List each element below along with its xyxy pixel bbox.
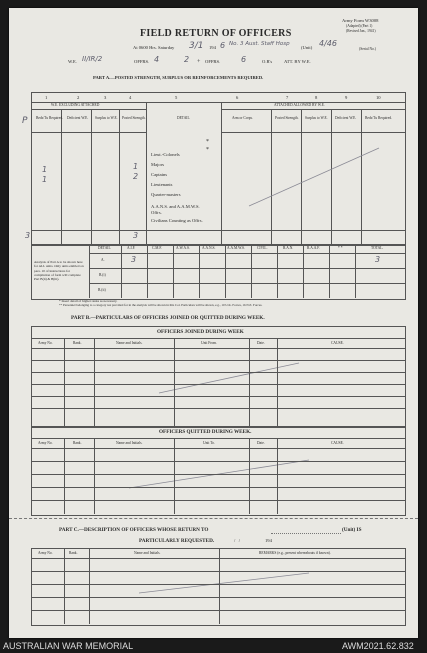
analysis-col-awas: A.W.A.S.	[176, 246, 190, 250]
analysis-col-ran: R.A.N.	[283, 246, 294, 250]
part-c-col-remarks: REMARKS (e.g., present whereabouts if known).	[259, 551, 331, 555]
analysis-col-other: * *	[338, 246, 343, 250]
at-date-hw: 3/1	[189, 41, 204, 51]
col-num-9: 9	[345, 95, 348, 100]
left-col-4: Posted Strength.	[122, 116, 146, 120]
part-c-title-a: PART C.—DESCRIPTION OF OFFICERS WHOSE RETURN TO	[59, 527, 209, 533]
analysis-row-bii: B.(ii)	[98, 288, 106, 292]
analysis-footnote-1: * Insert detail of higher ranks as necessary.	[59, 299, 118, 303]
ors-hw: 6	[241, 55, 247, 64]
quitted-col-date: Date.	[257, 441, 265, 445]
part-c-col-name: Name and Initials.	[134, 551, 161, 555]
footer-right: AWM2021.62.832	[342, 641, 414, 651]
joined-col-rank: Rank.	[73, 341, 82, 345]
offrs1-label: OFFRS.	[134, 59, 150, 64]
right-col-4: Deficient W.E.	[335, 116, 357, 120]
tear-line	[9, 518, 418, 519]
joined-col-unit: Unit From.	[201, 341, 217, 345]
rank-lieutenant: Lieutenants	[151, 182, 173, 187]
analysis-col-civil: CIVIL.	[257, 246, 268, 250]
form-revised: (Revised Jan., 1941)	[346, 29, 376, 33]
joined-col-army: Army No.	[38, 341, 53, 345]
joined-table	[31, 326, 406, 428]
part-c-col-army: Army No.	[38, 551, 53, 555]
analysis-col-total: TOTAL.	[371, 246, 384, 250]
hw-row1-col1: 1	[42, 165, 48, 174]
analysis-col-cmf: C.M.F.	[152, 246, 162, 250]
unit-hw: No. 3 Aust. Staff Hosp	[229, 41, 290, 47]
col-num-1: 1	[45, 95, 48, 100]
page-title: FIELD RETURN OF OFFICERS	[140, 28, 292, 39]
left-col-2: Deficient W.E.	[67, 116, 89, 120]
col-num-6: 6	[236, 95, 239, 100]
analysis-col-raaf: R.A.A.F.	[307, 246, 320, 250]
star-mark: *	[206, 147, 209, 153]
attached-header: ATTACHED ALLOWED BY W.E.	[274, 103, 325, 107]
part-c-col-rank: Rank.	[69, 551, 78, 555]
left-col-1: Beds/Tu Required.	[36, 116, 64, 120]
col-num-5: 5	[175, 95, 178, 100]
quitted-col-army: Army No.	[38, 441, 53, 445]
col-num-3: 3	[104, 95, 107, 100]
at-line: At 0600 Hrs. Saturday	[133, 45, 175, 50]
hw-total-col4: 3	[133, 231, 139, 240]
plus-sign: +	[197, 59, 201, 65]
analysis-intro: Analysis of Part A to be shown here for ALL units. Only units entitled on para. 10 of instructions for compilation of form will complete Part B(ii) & B(iii).	[34, 260, 84, 281]
analysis-col-aamws: A.A.M.W.S.	[227, 246, 245, 250]
quitted-col-name: Name and Initials.	[116, 441, 143, 445]
unit-label: (Unit)	[301, 45, 313, 50]
analysis-col-aif: A.I.F.	[127, 246, 136, 250]
hw-row2-col4: 1	[133, 162, 139, 171]
rank-major: Majors	[151, 162, 165, 167]
part-c-title-b: (Unit) IS	[342, 527, 362, 533]
right-col-3: Surplus to W.E.	[305, 116, 328, 120]
hw-analysis-total: 3	[375, 255, 381, 264]
at-year-hw: 6	[220, 41, 226, 50]
analysis-row-bi: B.(i)	[99, 273, 106, 277]
joined-col-cause: CAUSE.	[331, 341, 344, 345]
at-year: 194	[209, 45, 216, 50]
quitted-col-unit: Unit To.	[203, 441, 215, 445]
joined-col-date: Date.	[257, 341, 265, 345]
analysis-detail: DETAIL	[98, 246, 111, 250]
quitted-title: OFFICERS QUITTED DURING WEEK.	[159, 429, 252, 435]
hw-posted-mark: P	[22, 116, 28, 126]
rank-aans: A.A.N.S. and A.A.M.W.S. Offrs.	[151, 204, 200, 215]
part-a-title: PART A.—POSTED STRENGTH, SURPLUS OR REINFORCEMENTS REQUIRED.	[93, 75, 264, 80]
quitted-col-cause: CAUSE.	[331, 441, 344, 445]
hw-row3-col1: 1	[42, 175, 48, 184]
rank-lt-col: Lieut.-Colonels	[151, 152, 180, 157]
form-number: Army Form W3008	[342, 18, 379, 23]
ors-label: O.R's	[262, 59, 273, 64]
serial-label: (Serial No.)	[359, 47, 376, 51]
joined-col-name: Name and Initials.	[116, 341, 143, 345]
offrs1-hw: 4	[154, 55, 160, 64]
form-adapted: (Adapted) (Part 1)	[346, 24, 373, 28]
detail-label: DETAIL	[177, 116, 190, 120]
col-num-10: 10	[376, 95, 381, 100]
analysis-col-aans: A.A.N.S.	[202, 246, 216, 250]
att-label: ATT. BY W.E.	[284, 59, 311, 64]
footer-left: AUSTRALIAN WAR MEMORIAL	[3, 641, 134, 651]
joined-title: OFFICERS JOINED DURING WEEK	[157, 329, 244, 335]
right-col-2: Posted Strength.	[275, 116, 299, 120]
part-c-date-slash: / /	[234, 538, 240, 543]
serial-hw: 4/46	[319, 39, 337, 48]
col-num-7: 7	[286, 95, 289, 100]
left-col-3: Surplus to W.E.	[95, 116, 118, 120]
col-num-8: 8	[315, 95, 318, 100]
part-c-year: 194	[265, 538, 272, 543]
right-col-5: Beds/Tu Required.	[365, 116, 393, 120]
rank-qm: Quarter-masters	[151, 192, 181, 197]
rank-civilians: Civilians Counting as Offrs.	[151, 218, 203, 223]
analysis-row-a: A.	[101, 258, 105, 262]
offrs2-hw: 2	[184, 55, 190, 64]
hw-total-col1: 3	[25, 231, 31, 240]
hw-analysis-aif: 3	[131, 255, 137, 264]
rank-captain: Captains	[151, 172, 168, 177]
we-label: W.E.	[68, 59, 78, 64]
we-excl-header: W.E. EXCLUDING ATTACHED	[51, 103, 100, 107]
offrs2-label: OFFRS.	[205, 59, 221, 64]
part-b-title: PART B.—PARTICULARS OF OFFICERS JOINED OR QUITTED DURING WEEK.	[71, 315, 265, 321]
part-c-line2: PARTICULARLY REQUESTED.	[139, 538, 215, 544]
quitted-col-rank: Rank.	[73, 441, 82, 445]
col-num-2: 2	[77, 95, 80, 100]
col-num-4: 4	[129, 95, 132, 100]
we-hw: II/IR/2	[82, 55, 103, 63]
analysis-footnote-2: ** Personnel belonging to a category not provided for in the analysis will be shown in this Col. Particulars will be shown, e.g., 10 U.K. Forces, 16 N.E. Forces.	[59, 303, 263, 307]
hw-row3-col4: 2	[133, 172, 139, 181]
form-sheet	[9, 8, 418, 638]
right-col-1: Arm or Corps.	[232, 116, 253, 120]
star-mark: *	[206, 139, 209, 145]
quitted-table	[31, 426, 406, 516]
